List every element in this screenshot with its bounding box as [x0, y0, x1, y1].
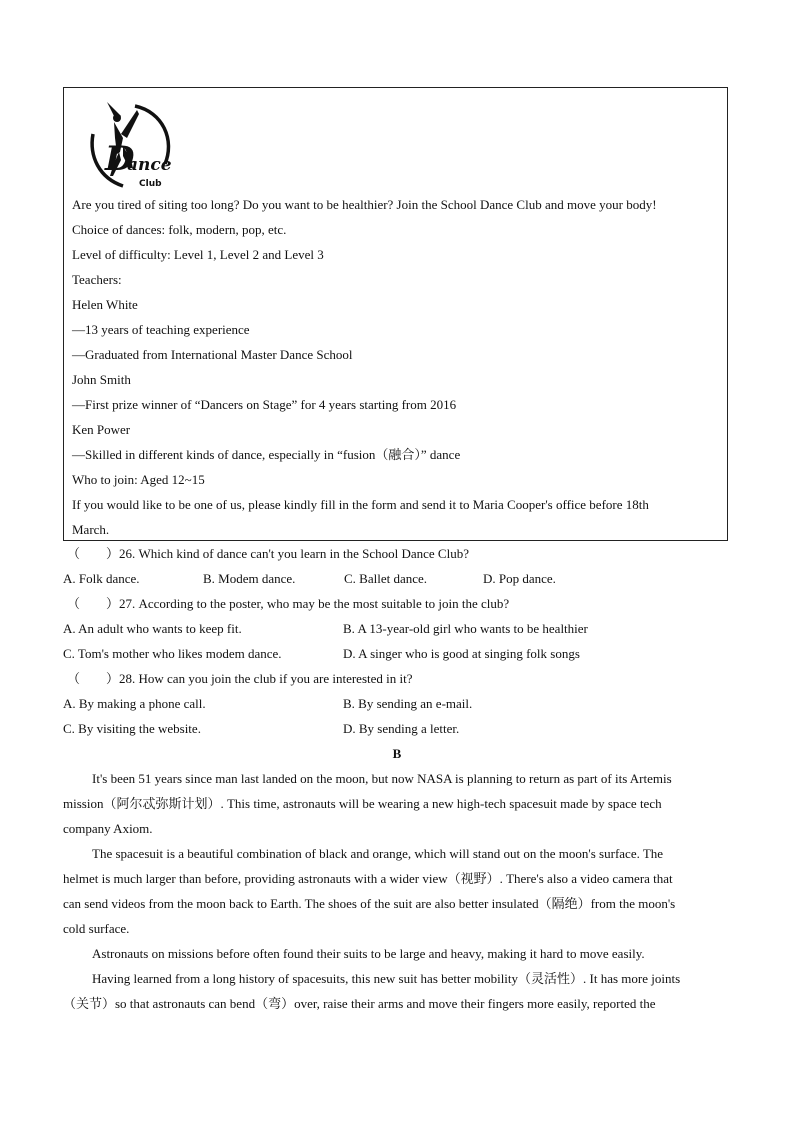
poster-dance-choice: Choice of dances: folk, modern, pop, etc.: [72, 222, 287, 237]
teacher-detail: —First prize winner of “Dancers on Stage” for 4 years starting from 2016: [72, 397, 457, 412]
teacher-detail: —13 years of teaching experience: [72, 322, 250, 337]
question-27-option-a: A. An adult who wants to keep fit.: [63, 621, 242, 636]
question-28-option-b: B. By sending an e-mail.: [343, 696, 473, 711]
teacher-detail: —Graduated from International Master Dance School: [72, 347, 353, 362]
svg-text:D: D: [105, 139, 135, 179]
passage-line: company Axiom.: [63, 821, 153, 836]
passage-line: The spacesuit is a beautiful combination of black and orange, which will stand out on the moon's surface. The: [92, 846, 664, 861]
question-28-option-a: A. By making a phone call.: [63, 696, 206, 711]
poster-teachers-label: Teachers:: [72, 272, 122, 287]
question-28-option-d: D. By sending a letter.: [343, 721, 460, 736]
passage-line: Having learned from a long history of spacesuits, this new suit has better mobility（灵活性）. It has more joints: [92, 971, 681, 986]
question-26-stem: （ ）26. Which kind of dance can't you learn in the School Dance Club?: [67, 546, 469, 561]
section-b-heading: B: [392, 746, 402, 761]
question-26-option-d: D. Pop dance.: [483, 571, 556, 586]
teacher-name: Ken Power: [72, 422, 131, 437]
question-26-option-a: A. Folk dance.: [63, 571, 140, 586]
question-28-stem: （ ）28. How can you join the club if you are interested in it?: [67, 671, 413, 686]
passage-line: can send videos from the moon back to Earth. The shoes of the suit are also better insulated（隔绝）from the moon's: [63, 896, 676, 911]
passage-line: It's been 51 years since man last landed on the moon, but now NASA is planning to return as part of its Artemis: [92, 771, 672, 786]
question-27-stem: （ ）27. According to the poster, who may be the most suitable to join the club?: [67, 596, 510, 611]
dance-club-poster: [63, 87, 728, 541]
poster-intro: Are you tired of siting too long? Do you want to be healthier? Join the School Dance Club and move your body!: [72, 197, 657, 212]
passage-line: cold surface.: [63, 921, 130, 936]
passage-line: （关节）so that astronauts can bend（弯）over, raise their arms and move their fingers more easily, reported the: [63, 996, 656, 1011]
passage-line: helmet is much larger than before, providing astronauts with a wider view（视野）. There's also a video camera that: [63, 871, 673, 886]
poster-who-to-join: Who to join: Aged 12~15: [72, 472, 205, 487]
question-27-option-d: D. A singer who is good at singing folk songs: [343, 646, 580, 661]
passage-line: Astronauts on missions before often found their suits to be large and heavy, making it hard to move easily.: [92, 946, 645, 961]
dance-club-logo: [77, 94, 177, 194]
poster-how-to-join: March.: [72, 522, 110, 537]
teacher-detail: —Skilled in different kinds of dance, especially in “fusion（融合）” dance: [72, 447, 461, 462]
question-26-option-b: B. Modem dance.: [203, 571, 296, 586]
teacher-name: Helen White: [72, 297, 138, 312]
svg-text:Club: Club: [139, 179, 162, 189]
question-26-option-c: C. Ballet dance.: [344, 571, 428, 586]
question-27-option-c: C. Tom's mother who likes modem dance.: [63, 646, 282, 661]
passage-line: mission（阿尔忒弥斯计划）. This time, astronauts will be wearing a new high-tech spacesuit made by space tech: [63, 796, 662, 811]
question-27-option-b: B. A 13-year-old girl who wants to be healthier: [343, 621, 588, 636]
question-28-option-c: C. By visiting the website.: [63, 721, 201, 736]
svg-text:ance: ance: [127, 155, 172, 175]
poster-difficulty: Level of difficulty: Level 1, Level 2 and Level 3: [72, 247, 324, 262]
teacher-name: John Smith: [72, 372, 131, 387]
poster-how-to-join: If you would like to be one of us, please kindly fill in the form and send it to Maria Cooper's office before 18th: [72, 497, 649, 512]
